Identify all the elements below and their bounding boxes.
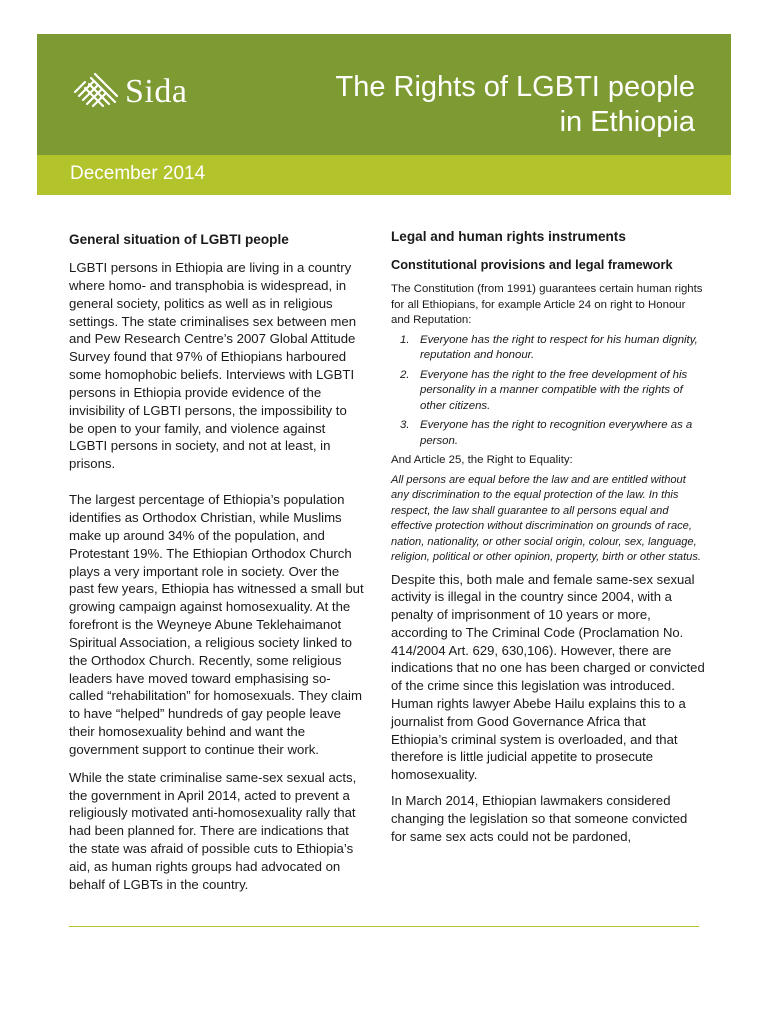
sida-logo [71,74,187,110]
list-text: Everyone has the right to respect for his human dignity, reputation and honour. [420,333,698,361]
list-text: Everyone has the right to recognition everywhere as a person. [420,419,693,447]
title-line-2: in Ethiopia [559,106,695,138]
header-band [37,34,731,155]
left-column [69,231,365,912]
list-number: 3. [400,419,410,431]
footer-rule [69,926,699,927]
right-column [391,228,705,853]
article-24-list [391,333,705,450]
article-25-intro: And Article 25, the Right to Equality: [391,454,573,466]
publication-date: December 2014 [70,163,206,184]
date-band [37,155,731,195]
paragraph-general-2: The largest percentage of Ethiopia’s population identifies as Orthodox Christian, while Muslims make up around 34% of the population, and Protestant 19%. The Ethiopian Orthodox Church plays a very important role in society. Over the past few years, Ethiopia has witnessed a small but growing campaign against homosexuality. At the forefront is the Weyneye Abune Teklehaimanot Spiritual Association, a religious society linked to the Orthodox Church. Recently, some religious leaders have moved toward emphasising so-called “rehabilitation” for homosexuals. They claim to have “helped” hundreds of gay people leave their homosexuality behind and want the government support to continue their work. [69,492,364,757]
list-item [391,333,705,364]
paragraph-general-1: LGBTI persons in Ethiopia are living in a country where homo- and transphobia is widespread, in general society, politics as well as in religious settings. The state criminalises sex between men and Pew Research Centre’s 2007 Global Attitude Survey found that 97% of Ethiopians harboured some homophobic beliefs. Interviews with LGBTI persons in Ethiopia provide evidence of the invisibility of LGBTI persons, the impossibility to be open to your family, and violence against LGBTI persons in society, and not at least, in prisons. [69,260,357,472]
list-number: 1. [400,333,410,346]
list-text: Everyone has the right to the free development of his personality in a manner compatible with the rights of other citizens. [420,368,688,412]
paragraph-general-3: While the state criminalise same-sex sexual acts, the government in April 2014, acted to prevent a religiously motivated anti-homosexuality rally that had been planned for. There are indications that the state was afraid of possible cuts to Ethiopia’s aid, as human rights groups had advocated on behalf of LGBTs in the country. [69,769,357,892]
constitution-intro: The Constitution (from 1991) guarantees certain human rights for all Ethiopians, for example Article 24 on right to Honour and Reputation: [391,283,703,326]
section-heading-legal: Legal and human rights instruments [391,229,626,244]
list-item [391,368,705,415]
paragraph-legal-2: In March 2014, Ethiopian lawmakers considered changing the legislation so that someone convicted for same sex acts could not be pardoned, [391,793,688,844]
article-25-quote: All persons are equal before the law and are entitled without any discrimination to the equal protection of the law. In this respect, the law shall guarantee to all persons equal and effective protection without discrimination on grounds of race, nation, nationality, or other social origin, colour, sex, language, religion, political or other opinion, property, birth or other status. [391,473,701,563]
subheading-constitutional: Constitutional provisions and legal framework [391,257,673,272]
sida-logo-icon [71,70,119,114]
list-item [391,418,705,449]
sida-wordmark: Sida [125,73,188,110]
document-title [265,70,695,140]
title-line-1: The Rights of LGBTI people [335,71,695,103]
paragraph-legal-1: Despite this, both male and female same-sex sexual activity is illegal in the country since 2004, with a penalty of imprisonment of 10 years or more, according to The Criminal Code (Proclamation No. 414/2004 Art. 629, 630,106). However, there are indications that no one has been charged or convicted of the crime since this legislation was introduced. Human rights lawyer Abebe Hailu explains this to a journalist from Good Governance Africa that Ethiopia’s criminal system is overloaded, and that therefore is little judicial appetite to prosecute homosexuality. [391,571,705,783]
section-heading-general: General situation of LGBTI people [69,232,289,247]
list-number: 2. [400,368,410,381]
